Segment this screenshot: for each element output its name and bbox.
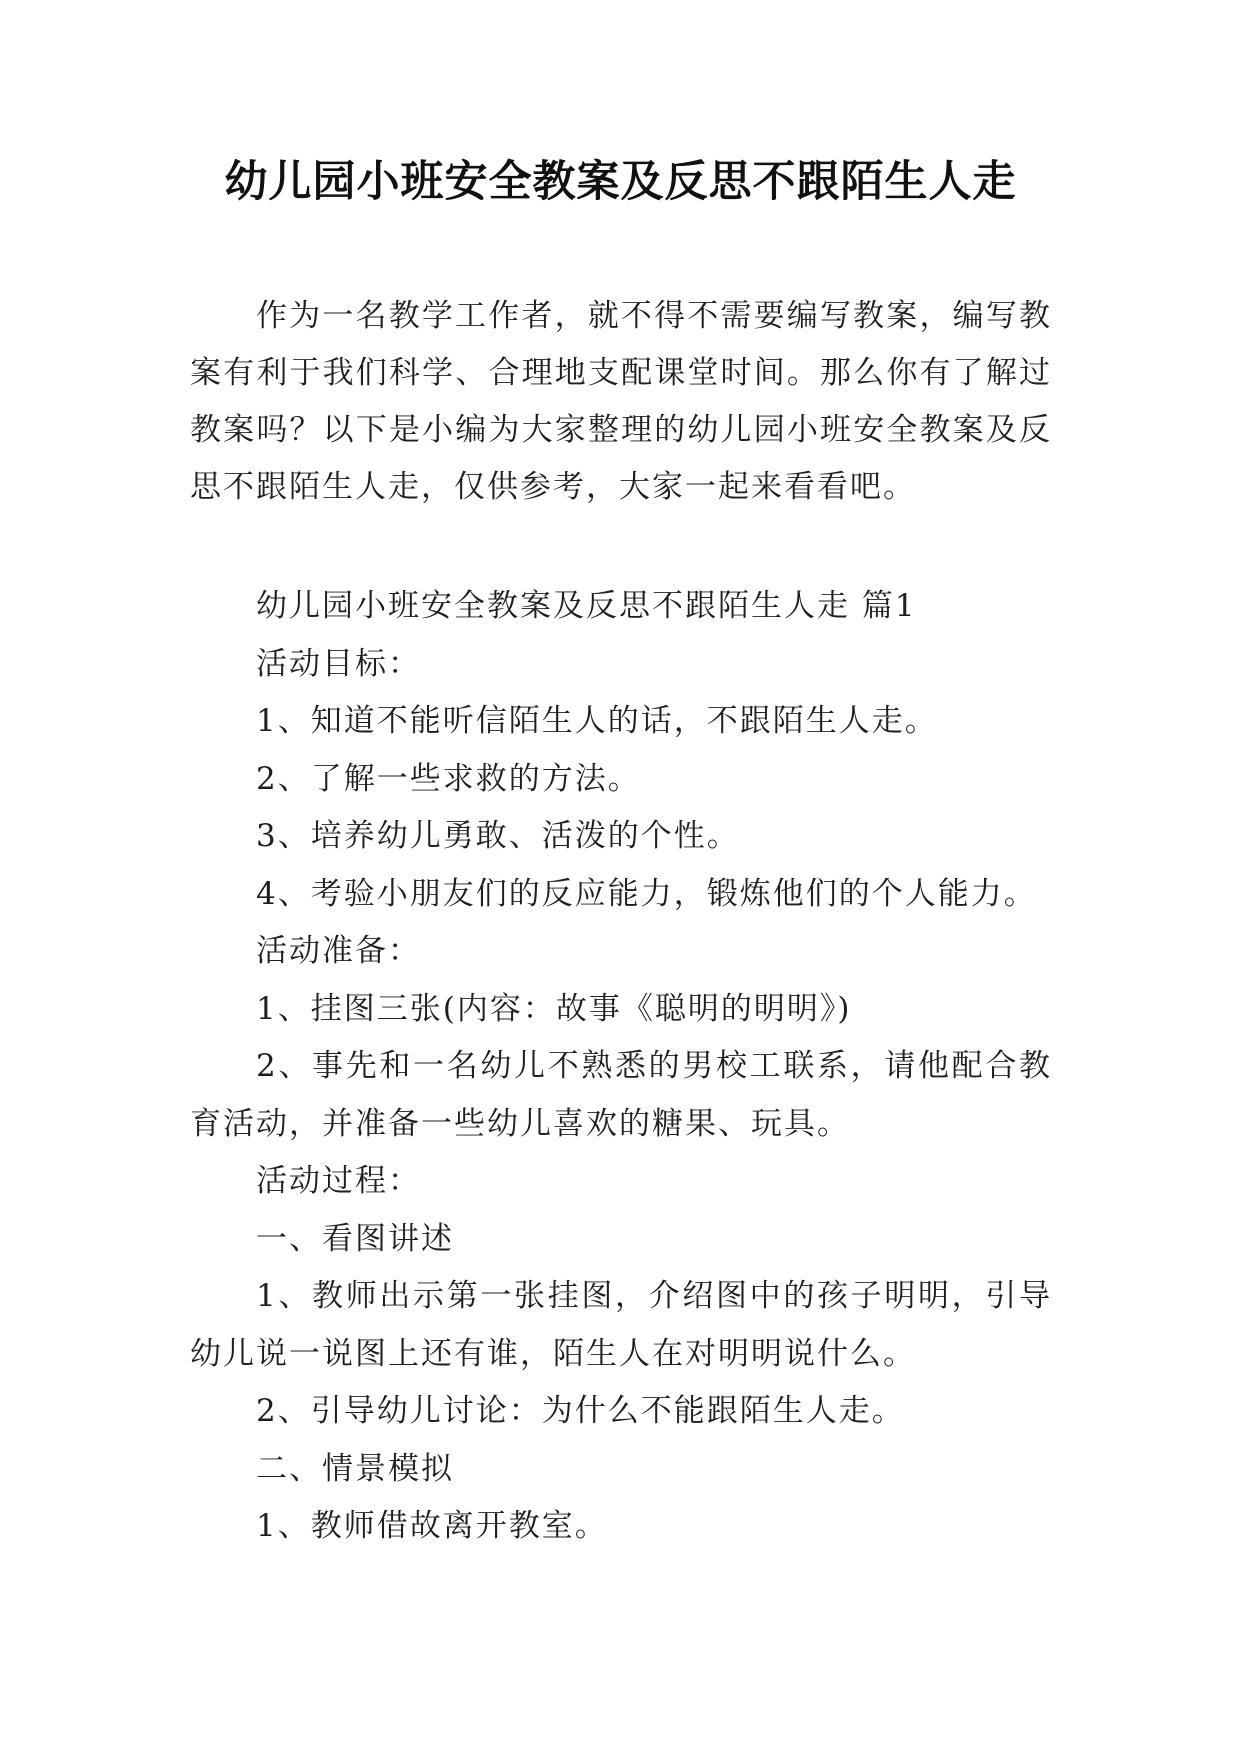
list-item: 2、引导幼儿讨论：为什么不能跟陌生人走。	[256, 1393, 905, 1429]
subheading-preparation: 活动准备：	[256, 933, 421, 969]
intro-paragraph: 作为一名教学工作者，就不得不需要编写教案，编写教案有利于我们科学、合理地支配课堂时间。那么你有了解过教案吗？以下是小编为大家整理的幼儿园小班安全教案及反思不跟陌生人走，仅供参考，大家一起来看看吧。	[190, 298, 1052, 505]
step-heading: 二、情景模拟	[256, 1450, 454, 1487]
list-item: 1、知道不能听信陌生人的话，不跟陌生人走。	[256, 703, 938, 739]
section-heading: 幼儿园小班安全教案及反思不跟陌生人走 篇1	[256, 588, 917, 624]
subheading-process: 活动过程：	[256, 1163, 421, 1199]
list-item: 1、教师出示第一张挂图，介绍图中的孩子明明，引导幼儿说一说图上还有谁，陌生人在对明明说什么。	[190, 1278, 1052, 1372]
list-item: 3、培养幼儿勇敢、活泼的个性。	[256, 818, 740, 854]
list-item: 2、事先和一名幼儿不熟悉的男校工联系，请他配合教育活动，并准备一些幼儿喜欢的糖果、玩具。	[190, 1048, 1052, 1142]
list-item: 2、了解一些求救的方法。	[256, 760, 641, 797]
subheading-goals: 活动目标：	[256, 645, 421, 682]
document-body	[190, 578, 1052, 1556]
list-item: 1、挂图三张(内容：故事《聪明的明明》)	[256, 990, 852, 1027]
list-item: 4、考验小朋友们的反应能力，锻炼他们的个人能力。	[256, 875, 1037, 912]
step-heading: 一、看图讲述	[256, 1220, 454, 1257]
document-title: 幼儿园小班安全教案及反思不跟陌生人走	[224, 157, 1017, 207]
list-item: 1、教师借故离开教室。	[256, 1508, 608, 1544]
